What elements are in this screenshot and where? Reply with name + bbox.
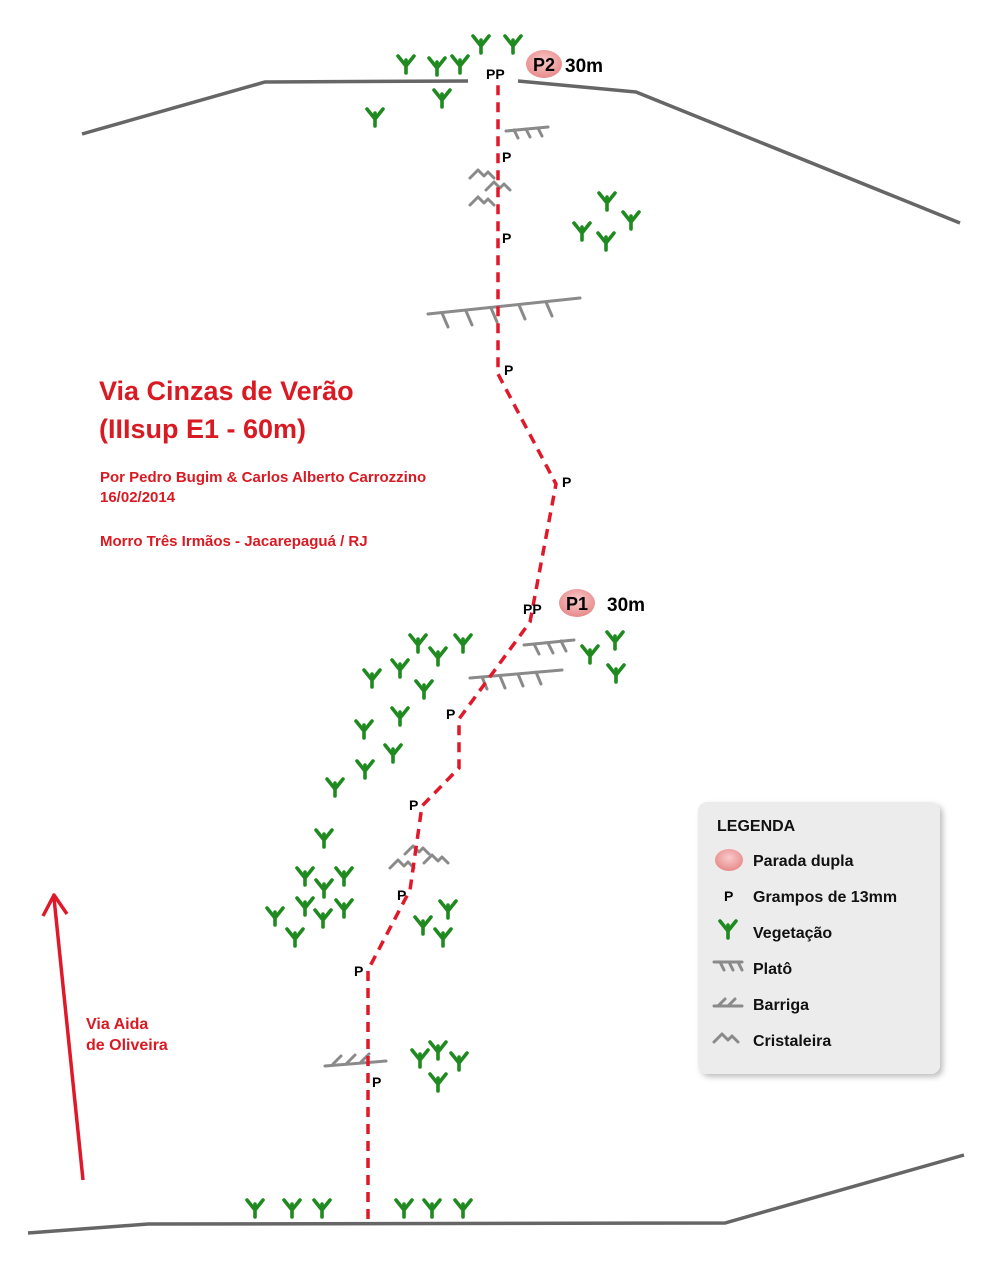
bolt-marker: P: [354, 963, 364, 979]
vegetation-cluster: [247, 36, 639, 1217]
bolt-marker: P: [502, 149, 512, 165]
belay-station-p1: [559, 589, 645, 617]
legend-item-label: Vegetação: [753, 925, 833, 942]
side-route-label-line2: de Oliveira: [86, 1037, 168, 1054]
route-grade: (IIIsup E1 - 60m): [99, 414, 307, 444]
bolt-markers: [354, 66, 571, 1090]
belay-station-icon: [715, 849, 743, 871]
bolt-marker: P: [562, 474, 572, 490]
legend-item-label: Cristaleira: [753, 1033, 832, 1050]
pitch-length: 30m: [607, 595, 646, 616]
pitch-length: 30m: [565, 56, 604, 77]
bolt-marker: P: [409, 797, 419, 813]
legend-item-label: Platô: [753, 961, 793, 978]
bolt-marker: P: [372, 1074, 382, 1090]
route-date: 16/02/2014: [100, 489, 176, 506]
bolt-marker: P: [397, 887, 407, 903]
legend-item-label: Grampos de 13mm: [753, 889, 898, 906]
summit-outline: [82, 81, 960, 223]
route-location: Morro Três Irmãos - Jacarepaguá / RJ: [100, 533, 368, 550]
route-title: Via Cinzas de Verão: [99, 376, 354, 406]
title-block: [99, 376, 426, 550]
bolt-icon: P: [724, 888, 734, 904]
bolt-marker-double: PP: [523, 601, 542, 617]
bulge-feature: [325, 1054, 386, 1066]
route-authors: Por Pedro Bugim & Carlos Alberto Carrozzino: [100, 469, 427, 486]
belay-label: P2: [532, 55, 556, 75]
crystal-ledge-feature: [390, 170, 510, 868]
legend-panel: [698, 802, 940, 1074]
belay-label: P1: [565, 594, 589, 614]
base-outline: [28, 1155, 964, 1233]
side-route-label-line1: Via Aida: [86, 1016, 149, 1033]
plateau-feature: [524, 640, 574, 654]
bolt-marker: P: [504, 362, 514, 378]
bolt-marker: P: [446, 706, 456, 722]
legend-item-label: Parada dupla: [753, 853, 854, 870]
plateau-feature: [506, 127, 548, 138]
side-route-arrow: [43, 895, 83, 1180]
legend-item-label: Barriga: [753, 997, 810, 1014]
bolt-marker: P: [502, 230, 512, 246]
legend-title: LEGENDA: [717, 818, 796, 835]
plateau-feature: [428, 298, 580, 327]
belay-station-p2: [526, 50, 603, 78]
bolt-marker-double: PP: [486, 66, 505, 82]
